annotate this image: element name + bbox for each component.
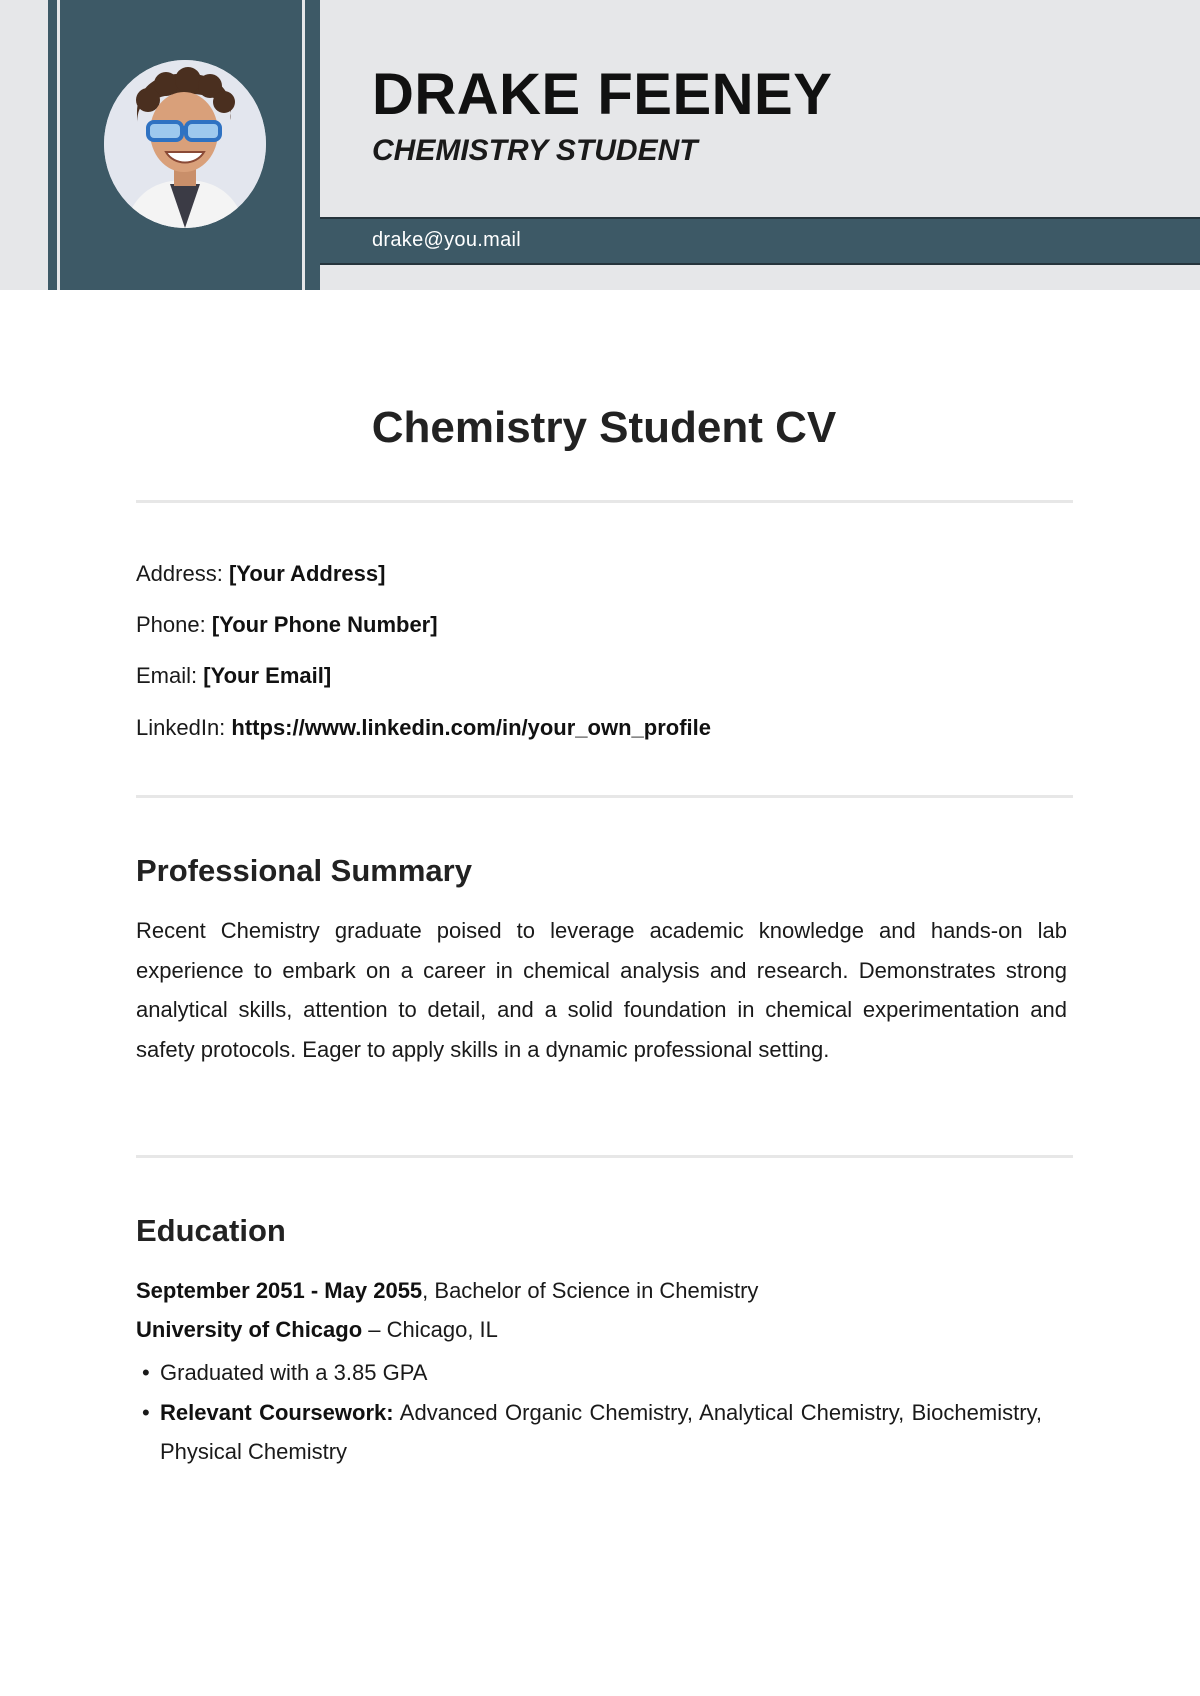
contact-address-value: [Your Address] (228, 561, 386, 586)
education-dates-degree (136, 1276, 758, 1306)
document-title: Chemistry Student CV (371, 403, 837, 452)
side-stripe-right (302, 0, 305, 290)
education-degree: , Bachelor of Science in Chemistry (422, 1278, 759, 1303)
coursework-label: Relevant Coursework: (160, 1399, 394, 1425)
education-dates: September 2051 - May 2055 (136, 1278, 423, 1303)
contact-phone (136, 610, 438, 640)
list-item (136, 1353, 1042, 1393)
contact-address-label: Address: (136, 561, 223, 586)
header-email[interactable]: drake@you.mail (372, 229, 522, 251)
section-title-summary: Professional Summary (136, 853, 472, 888)
divider (136, 795, 1073, 798)
education-gpa: Graduated with a 3.85 GPA (160, 1360, 428, 1385)
contact-linkedin-label: LinkedIn: (136, 715, 226, 740)
contact-email-label: Email: (136, 663, 198, 688)
avatar (104, 60, 266, 228)
divider (136, 500, 1073, 503)
contact-linkedin-link[interactable]: https://www.linkedin.com/in/your_own_profile (231, 715, 711, 740)
education-school-line (136, 1315, 498, 1345)
avatar-portrait-image (104, 60, 266, 228)
contact-address (136, 559, 385, 589)
side-stripe-left (57, 0, 60, 290)
contact-phone-label: Phone: (136, 612, 206, 637)
education-bullets (136, 1353, 1042, 1472)
divider (136, 1155, 1073, 1158)
education-location: – Chicago, IL (362, 1317, 498, 1342)
contact-email (136, 661, 331, 691)
contact-phone-value: [Your Phone Number] (211, 612, 438, 637)
education-school: University of Chicago (136, 1317, 363, 1342)
contact-email-value[interactable]: [Your Email] (203, 663, 332, 688)
coursework-value: Advanced Organic Chemistry, Analytical Chemistry, Biochemistry, Physical Chemistry (160, 1399, 1042, 1464)
section-title-education: Education (136, 1213, 286, 1248)
summary-text: Recent Chemistry graduate poised to leverage academic knowledge and hands-on lab experience to embark on a career in chemical analysis and research. Demonstrates strong analytical skills, attention to detail, and a solid foundation in chemical experimentation and safety protocols. Eager to apply skills in a dynamic professional setting. (136, 918, 1067, 1062)
candidate-name: DRAKE FEENEY (372, 62, 833, 127)
candidate-role: CHEMISTRY STUDENT (372, 134, 698, 167)
list-item (136, 1393, 1042, 1472)
contact-linkedin (136, 713, 711, 743)
